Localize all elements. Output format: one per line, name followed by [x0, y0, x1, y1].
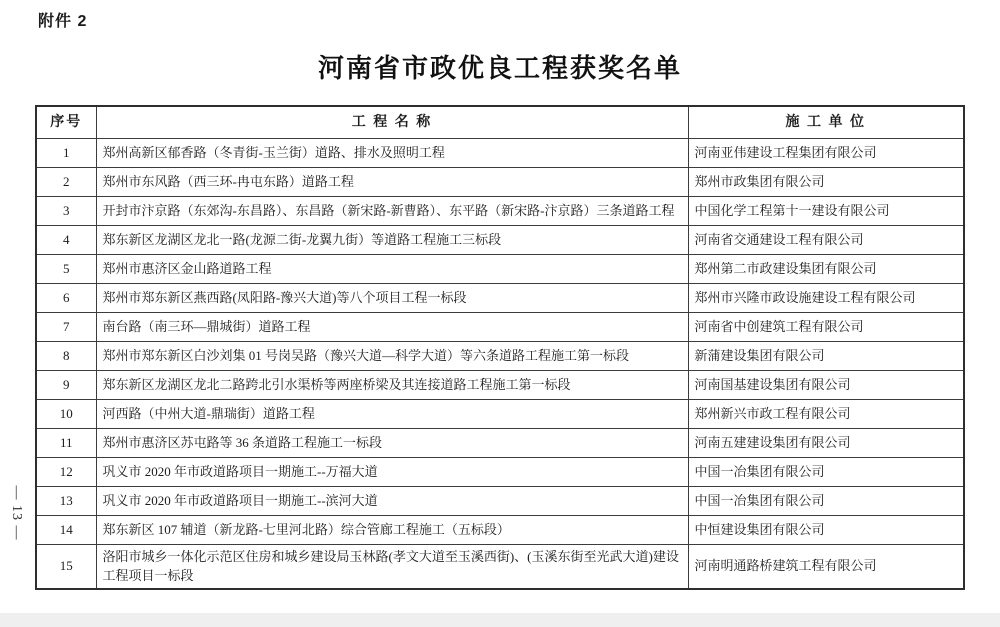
table-row: [36, 225, 964, 254]
project-name-cell: 河西路（中州大道-鼎瑞街）道路工程: [96, 399, 688, 428]
project-name-cell: 郑东新区龙湖区龙北一路(龙源二街-龙翼九街）等道路工程施工三标段: [96, 225, 688, 254]
project-name-cell: 巩义市 2020 年市政道路项目一期施工--滨河大道: [96, 486, 688, 515]
attachment-label: 附件 2: [38, 13, 88, 30]
header-construction-unit: 施 工 单 位: [688, 106, 964, 138]
project-name-cell: 郑州市惠济区金山路道路工程: [96, 254, 688, 283]
table-row: [36, 254, 964, 283]
construction-unit-cell: 河南明通路桥建筑工程有限公司: [688, 544, 964, 589]
header-index: 序号: [36, 106, 96, 138]
construction-unit-cell: 河南五建建设集团有限公司: [688, 428, 964, 457]
page-number: — 13 —: [9, 485, 24, 541]
project-name-cell: 开封市汴京路（东郊沟-东昌路）、东昌路（新宋路-新曹路）、东平路（新宋路-汴京路）三条道路工程: [96, 196, 688, 225]
project-name-cell: 郑州市郑东新区白沙刘集 01 号岗吴路（豫兴大道—科学大道）等六条道路工程施工第一标段: [96, 341, 688, 370]
construction-unit-cell: 河南省交通建设工程有限公司: [688, 225, 964, 254]
construction-unit-cell: 郑州第二市政建设集团有限公司: [688, 254, 964, 283]
project-name-cell: 郑州市郑东新区燕西路(凤阳路-豫兴大道)等八个项目工程一标段: [96, 283, 688, 312]
table-row: [36, 283, 964, 312]
project-name-cell: 郑东新区龙湖区龙北二路跨北引水渠桥等两座桥梁及其连接道路工程施工第一标段: [96, 370, 688, 399]
table-row: [36, 544, 964, 589]
row-index-cell: 12: [36, 457, 96, 486]
table-body: [36, 138, 964, 589]
row-index-cell: 13: [36, 486, 96, 515]
construction-unit-cell: 新蒲建设集团有限公司: [688, 341, 964, 370]
header-project-name: 工 程 名 称: [96, 106, 688, 138]
row-index-cell: 6: [36, 283, 96, 312]
construction-unit-cell: 郑州市政集团有限公司: [688, 167, 964, 196]
project-name-cell: 郑州高新区郁香路（冬青街-玉兰街）道路、排水及照明工程: [96, 138, 688, 167]
table-header-row: [36, 106, 964, 138]
row-index-cell: 10: [36, 399, 96, 428]
construction-unit-cell: 河南国基建设集团有限公司: [688, 370, 964, 399]
row-index-cell: 15: [36, 544, 96, 589]
row-index-cell: 2: [36, 167, 96, 196]
construction-unit-cell: 中恒建设集团有限公司: [688, 515, 964, 544]
table-row: [36, 515, 964, 544]
construction-unit-cell: 中国一冶集团有限公司: [688, 457, 964, 486]
project-name-cell: 洛阳市城乡一体化示范区住房和城乡建设局玉林路(孝文大道至玉溪西街)、(玉溪东街至光武大道)建设工程项目一标段: [96, 544, 688, 589]
project-name-cell: 郑东新区 107 辅道（新龙路-七里河北路）综合管廊工程施工（五标段）: [96, 515, 688, 544]
row-index-cell: 7: [36, 312, 96, 341]
table-row: [36, 312, 964, 341]
scan-edge: [0, 613, 1000, 627]
construction-unit-cell: 河南省中创建筑工程有限公司: [688, 312, 964, 341]
row-index-cell: 4: [36, 225, 96, 254]
table-row: [36, 196, 964, 225]
table-row: [36, 341, 964, 370]
table-row: [36, 138, 964, 167]
row-index-cell: 9: [36, 370, 96, 399]
table-row: [36, 167, 964, 196]
project-name-cell: 郑州市东风路（西三环-冉屯东路）道路工程: [96, 167, 688, 196]
table-header: [36, 106, 964, 138]
table-row: [36, 370, 964, 399]
row-index-cell: 14: [36, 515, 96, 544]
table-row: [36, 428, 964, 457]
construction-unit-cell: 中国一冶集团有限公司: [688, 486, 964, 515]
row-index-cell: 5: [36, 254, 96, 283]
construction-unit-cell: 河南亚伟建设工程集团有限公司: [688, 138, 964, 167]
construction-unit-cell: 郑州市兴隆市政设施建设工程有限公司: [688, 283, 964, 312]
row-index-cell: 3: [36, 196, 96, 225]
row-index-cell: 8: [36, 341, 96, 370]
table-row: [36, 486, 964, 515]
table-row: [36, 399, 964, 428]
project-name-cell: 郑州市惠济区苏屯路等 36 条道路工程施工一标段: [96, 428, 688, 457]
project-name-cell: 巩义市 2020 年市政道路项目一期施工--万福大道: [96, 457, 688, 486]
construction-unit-cell: 中国化学工程第十一建设有限公司: [688, 196, 964, 225]
award-table: [35, 105, 965, 590]
page-title: 河南省市政优良工程获奖名单: [317, 53, 682, 83]
project-name-cell: 南台路（南三环—鼎城街）道路工程: [96, 312, 688, 341]
table-row: [36, 457, 964, 486]
row-index-cell: 1: [36, 138, 96, 167]
construction-unit-cell: 郑州新兴市政工程有限公司: [688, 399, 964, 428]
row-index-cell: 11: [36, 428, 96, 457]
